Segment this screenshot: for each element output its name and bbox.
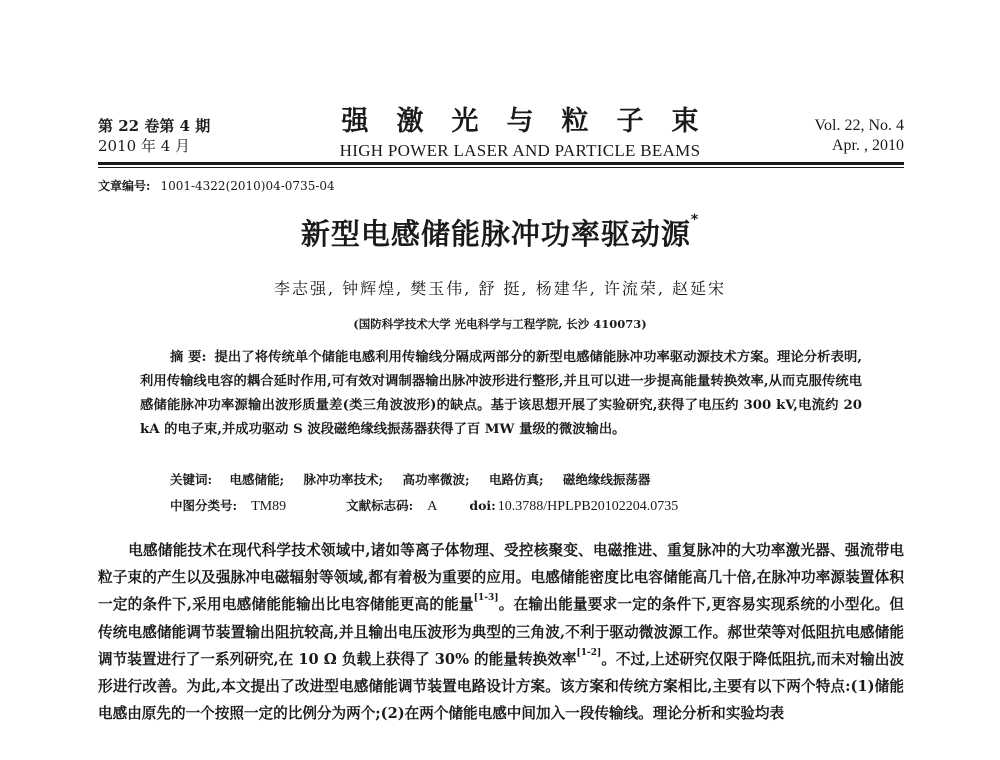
doi-label: doi: bbox=[469, 498, 496, 513]
citation-ref: [1-3] bbox=[473, 593, 499, 604]
abstract-label: 摘 要: bbox=[170, 350, 207, 365]
header-rule-thin bbox=[98, 167, 904, 168]
paper-title bbox=[0, 212, 1000, 253]
journal-volume-cn bbox=[98, 116, 210, 156]
clc-value: TM89 bbox=[251, 499, 287, 514]
keywords bbox=[170, 470, 662, 488]
title-footnote-mark: * bbox=[690, 212, 700, 228]
body-text-part1: 电感储能技术在现代科学技术领域中,诸如等离子体物理、受控核聚变、电磁推进、重复脉冲的大功率激光器、强流带电粒子束的产生以及强脉冲电磁辐射等领域,都有着极为重要的应用。电感储能密度比电容储能高几十倍,在脉冲功率源装置体积一定的条件下,采用电感储能能输出比电容储能更高的能量 bbox=[98, 542, 904, 614]
journal-title-en: HIGH POWER LASER AND PARTICLE BEAMS bbox=[339, 141, 701, 160]
abstract bbox=[140, 346, 862, 442]
body-paragraph bbox=[98, 537, 904, 727]
journal-title bbox=[270, 106, 770, 162]
paper-title-text: 新型电感储能脉冲功率驱动源 bbox=[300, 217, 691, 251]
abstract-text: 提出了将传统单个储能电感利用传输线分隔成两部分的新型电感储能脉冲功率驱动源技术方案。理论分析表明,利用传输线电容的耦合延时作用,可有效对调制器输出脉冲波形进行整形,并且可以进一步提高能量转换效率,从而克服传统电感储能脉冲功率源输出波形质量差(类三角波波形)的缺点。基于该思想开展了实验研究,获得了电压约 300 kV,电流约 20 kA 的电子束,并成功驱动 S 波段磁绝缘线振荡器获得了百 MW 量级的微波输出。 bbox=[140, 350, 862, 437]
keyword-item: 磁绝缘线振荡器 bbox=[562, 472, 651, 487]
doi-value: 10.3788/HPLPB20102204.0735 bbox=[497, 499, 679, 514]
citation-ref: [1-2] bbox=[576, 647, 602, 658]
article-number-label: 文章编号: bbox=[98, 179, 151, 193]
keyword-item: 电路仿真; bbox=[488, 472, 544, 487]
keyword-item: 高功率微波; bbox=[402, 472, 470, 487]
date-cn: 2010 年 4 月 bbox=[98, 137, 191, 155]
body-text-part3: 。不过,上述研究仅限于降低阻抗,而未对输出波形进行改善。为此,本文提出了改进型电感储能调节装置电路设计方案。该方案和传统方案相比,主要有以下两个特点:(1)储能电感由原先的一个按照一定的比例分为两个;(2)在两个储能电感中间加入一段传输线。理论分析和实验均表 bbox=[98, 650, 904, 723]
author-list: 李志强, 钟辉煌, 樊玉伟, 舒 挺, 杨建华, 许流荣, 赵延宋 bbox=[273, 279, 727, 298]
clc-label: 中图分类号: bbox=[170, 498, 238, 513]
affiliation: (国防科学技术大学 光电科学与工程学院, 长沙 410073) bbox=[353, 317, 647, 331]
doc-code-label: 文献标志码: bbox=[346, 498, 414, 513]
keyword-item: 电感储能; bbox=[229, 472, 285, 487]
journal-volume-en bbox=[815, 116, 905, 156]
keyword-item: 脉冲功率技术; bbox=[303, 472, 384, 487]
header-rule-thick bbox=[98, 162, 904, 165]
classification-line bbox=[170, 496, 678, 515]
doc-code-value: A bbox=[427, 499, 438, 514]
volume-issue-en: Vol. 22, No. 4 bbox=[814, 117, 904, 134]
article-number-value: 1001-4322(2010)04-0735-04 bbox=[160, 179, 335, 193]
body-text-part2: 。在输出能量要求一定的条件下,更容易实现系统的小型化。但传统电感储能调节装置输出阻抗较高,并且输出电压波形为典型的三角波,不利于驱动微波源工作。郝世荣等对低阻抗电感储能调节装置进行了一系列研究,在 10 Ω 负载上获得了 30% 的能量转换效率 bbox=[98, 596, 904, 668]
keywords-label: 关键词: bbox=[170, 472, 213, 487]
date-en: Apr. , 2010 bbox=[832, 137, 904, 154]
journal-title-cn: 强激光与粒子束 bbox=[341, 106, 727, 137]
article-number bbox=[98, 177, 335, 194]
volume-issue-cn: 第 22 卷第 4 期 bbox=[98, 117, 211, 135]
